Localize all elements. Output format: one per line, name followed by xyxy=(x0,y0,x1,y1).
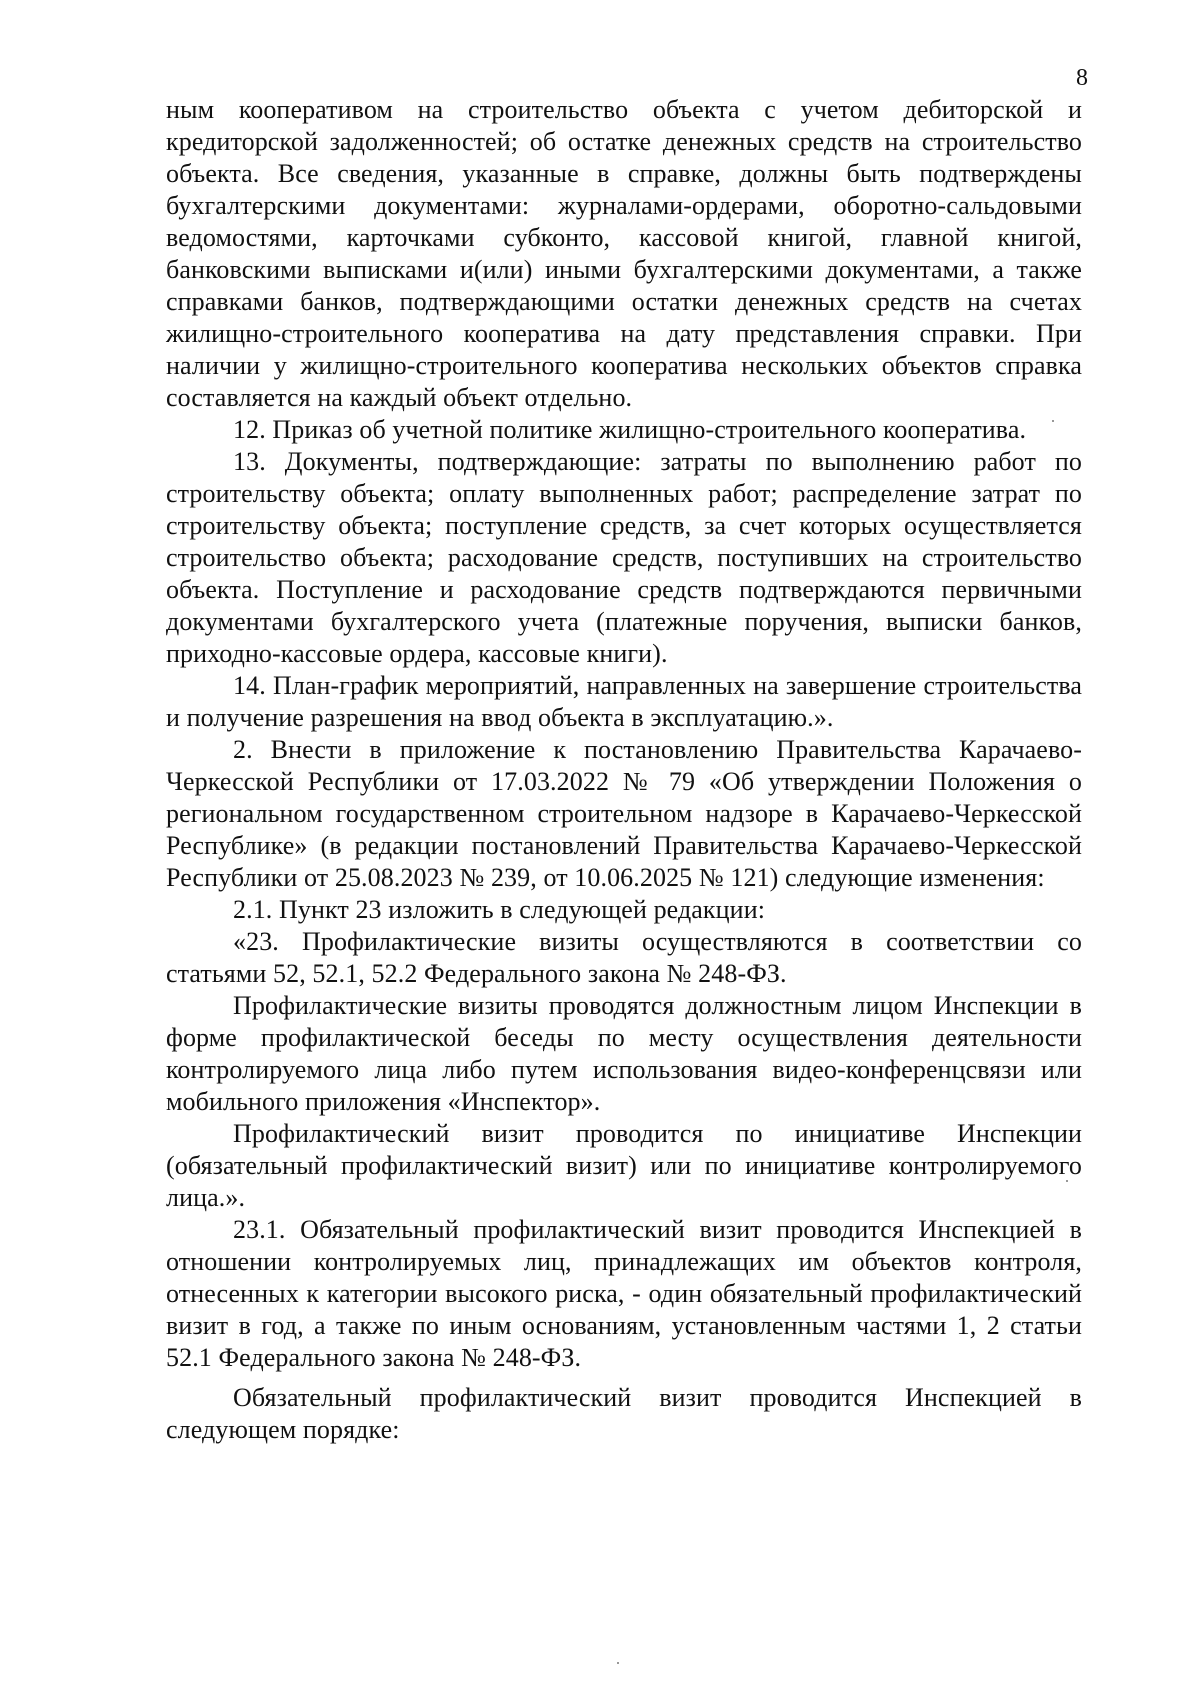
paragraph-item-14: 14. План-график мероприятий, направленных на завершение строительства и получение разрешения на ввод объекта в эксплуатацию.». xyxy=(166,671,1082,732)
paragraph-procedure: Обязательный профилактический визит проводится Инспекцией в следующем порядке: xyxy=(166,1383,1082,1444)
paragraph-continuation: ным кооперативом на строительство объекта с учетом дебиторской и кредиторской задолженностей; об остатке денежных средств на строительство объекта. Все сведения, указанные в справке, должны быть подтверждены бухгалтерскими документами: журналами-ордерами, оборотно-сальдовыми ведомостями, карточками субконто, кассовой книгой, главной книгой, банковскими выписками и(или) иными бухгалтерскими документами, а также справками банков, подтверждающими остатки денежных средств на счетах жилищно-строительного кооператива на дату представления справки. При наличии у жилищно-строительного кооператива нескольких объектов справка составляется на каждый объект отдельно. xyxy=(166,95,1082,412)
paragraph-clause-23: «23. Профилактические визиты осуществляются в соответствии со статьями 52, 52.1, 52.2 Федерального закона № 248-ФЗ. xyxy=(166,927,1082,988)
paragraph-clause-23-initiative: Профилактический визит проводится по инициативе Инспекции (обязательный профилактический визит) или по инициативе контролируемого лица.». xyxy=(166,1119,1082,1212)
paragraph-section-2-1: 2.1. Пункт 23 изложить в следующей редакции: xyxy=(233,895,766,924)
paragraph-item-12: 12. Приказ об учетной политике жилищно-строительного кооператива. xyxy=(233,415,1027,444)
body-text xyxy=(166,94,1082,1446)
paragraph-clause-23-1: 23.1. Обязательный профилактический визит проводится Инспекцией в отношении контролируемых лиц, принадлежащих им объектов контроля, отнесенных к категории высокого риска, - один обязательный профилактический визит в год, а также по иным основаниям, установленным частями 1, 2 статьи 52.1 Федерального закона № 248-ФЗ. xyxy=(166,1215,1082,1372)
paragraph-clause-23-visits: Профилактические визиты проводятся должностным лицом Инспекции в форме профилактической беседы по месту осуществления деятельности контролируемого лица либо путем использования видео-конференцсвязи или мобильного приложения «Инспектор». xyxy=(166,991,1082,1116)
paragraph-section-2: 2. Внести в приложение к постановлению Правительства Карачаево-Черкесской Республики от 17.03.2022 № 79 «Об утверждении Положения о региональном государственном строительном надзоре в Карачаево-Черкесской Республике» (в редакции постановлений Правительства Карачаево-Черкесской Республики от 25.08.2023 № 239, от 10.06.2025 № 121) следующие изменения: xyxy=(166,735,1082,892)
page-number: 8 xyxy=(1076,65,1088,91)
scan-speck xyxy=(1066,1180,1068,1182)
scan-speck xyxy=(617,1662,619,1664)
scan-speck xyxy=(1052,420,1054,422)
paragraph-item-13: 13. Документы, подтверждающие: затраты по выполнению работ по строительству объекта; оплату выполненных работ; распределение затрат по строительству объекта; поступление средств, за счет которых осуществляется строительство объекта; расходование средств, поступивших на строительство объекта. Поступление и расходование средств подтверждаются первичными документами бухгалтерского учета (платежные поручения, выписки банков, приходно-кассовые ордера, кассовые книги). xyxy=(166,447,1082,668)
